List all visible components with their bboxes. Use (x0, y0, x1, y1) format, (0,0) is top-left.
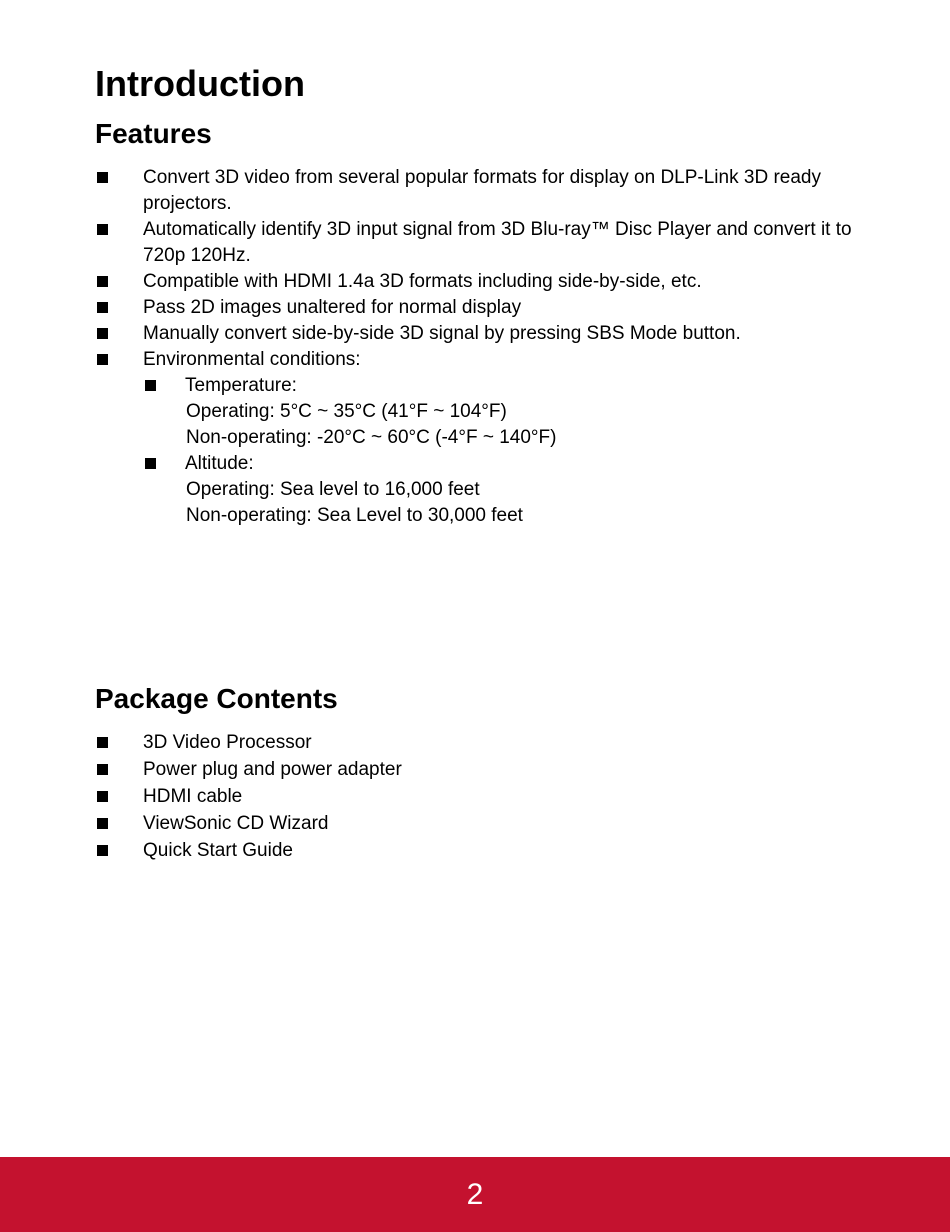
temperature-label: Temperature: (185, 375, 297, 396)
square-bullet-icon (97, 224, 108, 235)
page-number: 2 (466, 1177, 484, 1211)
features-item (95, 217, 855, 269)
features-item (95, 347, 855, 529)
features-item (95, 295, 855, 321)
temperature-non-operating: Non-operating: -20°C ~ 60°C (-4°F ~ 140°F) (186, 427, 557, 448)
package-item (95, 838, 855, 864)
features-item (95, 269, 855, 295)
features-item-text: Automatically identify 3D input signal from 3D Blu-ray™ Disc Player and convert it to 720p 120Hz. (143, 219, 852, 266)
square-bullet-icon (97, 818, 108, 829)
altitude-operating: Operating: Sea level to 16,000 feet (186, 479, 480, 500)
page-footer (0, 1157, 950, 1232)
square-bullet-icon (145, 380, 156, 391)
package-item (95, 757, 855, 783)
features-list (95, 165, 855, 529)
package-contents-list (95, 730, 855, 865)
package-item-text: ViewSonic CD Wizard (143, 813, 329, 834)
package-item-text: Power plug and power adapter (143, 759, 402, 780)
features-item (95, 165, 855, 217)
square-bullet-icon (97, 328, 108, 339)
altitude-non-operating: Non-operating: Sea Level to 30,000 feet (186, 505, 523, 526)
features-item-text: Pass 2D images unaltered for normal display (143, 297, 522, 318)
features-item-text: Environmental conditions: (143, 349, 361, 370)
features-item-text: Compatible with HDMI 1.4a 3D formats including side-by-side, etc. (143, 271, 702, 292)
package-item-text: Quick Start Guide (143, 840, 293, 861)
square-bullet-icon (97, 791, 108, 802)
square-bullet-icon (97, 302, 108, 313)
square-bullet-icon (97, 354, 108, 365)
page-title: Introduction (95, 63, 305, 104)
temperature-item (143, 373, 855, 451)
package-item-text: 3D Video Processor (143, 732, 312, 753)
square-bullet-icon (97, 276, 108, 287)
altitude-label: Altitude: (185, 453, 254, 474)
square-bullet-icon (97, 172, 108, 183)
altitude-item (143, 451, 855, 529)
environment-sublist (143, 373, 855, 529)
features-item-text: Manually convert side-by-side 3D signal by pressing SBS Mode button. (143, 323, 741, 344)
features-item-text: Convert 3D video from several popular formats for display on DLP-Link 3D ready projectors. (143, 167, 821, 214)
package-item (95, 811, 855, 837)
square-bullet-icon (97, 737, 108, 748)
square-bullet-icon (145, 458, 156, 469)
package-item-text: HDMI cable (143, 786, 243, 807)
temperature-operating: Operating: 5°C ~ 35°C (41°F ~ 104°F) (186, 401, 507, 422)
package-item (95, 730, 855, 756)
package-item (95, 784, 855, 810)
square-bullet-icon (97, 845, 108, 856)
features-item (95, 321, 855, 347)
square-bullet-icon (97, 764, 108, 775)
package-contents-heading: Package Contents (95, 683, 338, 714)
features-heading: Features (95, 118, 212, 149)
